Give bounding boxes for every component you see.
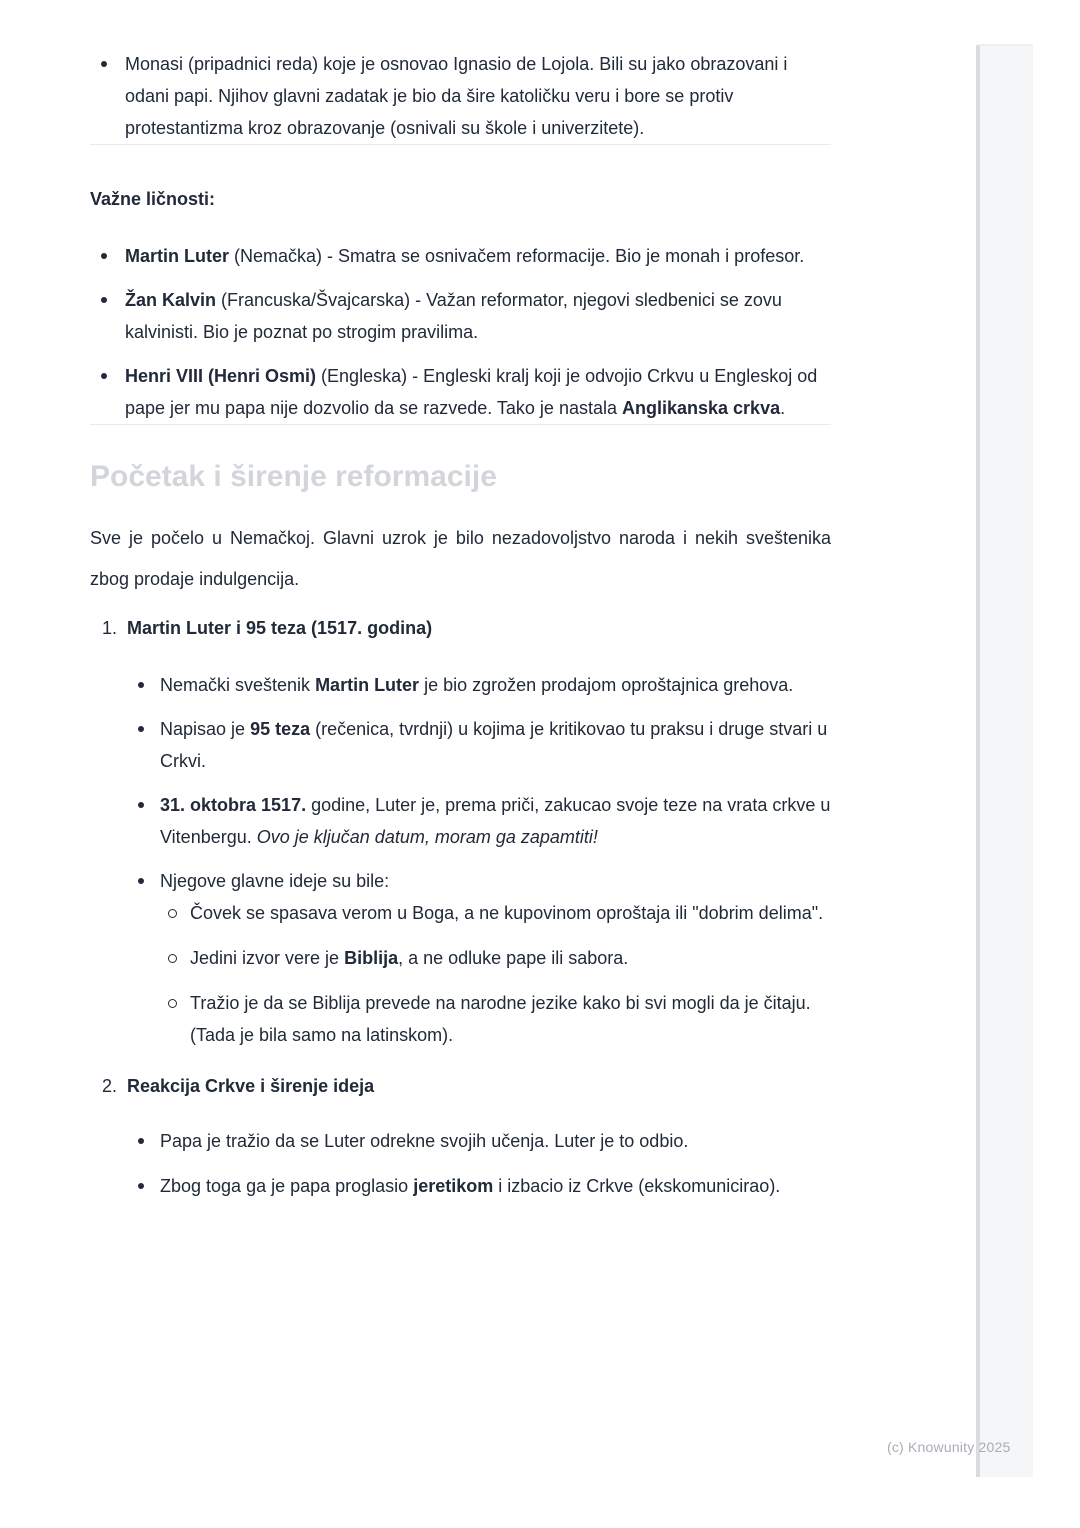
person-name: Martin Luter [125,246,230,266]
list-item [127,865,831,1051]
intro-paragraph: Sve je počelo u Nemačkoj. Glavni uzrok je bilo nezadovoljstvo naroda i nekih sveštenika zbog prodaje indulgencija. [90,528,831,589]
body-text: Monasi (pripadnici reda) koje je osnovao Ignasio de Lojola. Bili su jako obrazovani i odani papi. Njihov glavni zadatak je bio da šire katoličku veru i bore se protiv protestantizma kroz obrazovanje (osnivali su škole i univerzitete). [125,54,788,138]
bold-term: Martin Luter [315,675,420,695]
bold-term: 95 teza [250,719,311,739]
bullet-list [90,48,831,144]
numbered-item [90,1070,831,1202]
bold-term: Anglikanska crkva [622,398,781,418]
list-item [127,1170,831,1202]
important-people-list [90,240,831,424]
body-text: je bio zgrožen prodajom oproštajnica grehova. [419,675,794,695]
list-item [90,48,831,144]
body-text: Čovek se spasava verom u Boga, a ne kupovinom oproštaja ili "dobrim delima". [190,903,824,923]
item-number: 1. [102,618,118,638]
body-text: Napisao je [160,719,251,739]
list-item [160,897,831,929]
italic-note: Ovo je ključan datum, moram ga zapamtiti! [256,827,598,847]
body-text: Tražio je da se Biblija prevede na narodne jezike kako bi svi mogli da je čitaju. (Tada je bila samo na latinskom). [190,993,811,1045]
list-item [90,240,831,272]
body-text: godine, Luter je, prema priči, zakucao svoje teze na vrata crkve u Vitenbergu. [160,795,831,847]
list-item [127,1125,831,1157]
list-item [127,713,831,777]
body-text: Jedini izvor vere je [190,948,345,968]
person-desc: (Francuska/Švajcarska) - Važan reformator, njegovi sledbenici se zovu kalvinisti. Bio je poznat po strogim pravilima. [125,290,782,342]
body-text: . [780,398,786,418]
body-text: Nemački sveštenik [160,675,316,695]
next-page-edge[interactable] [976,44,1033,1477]
watermark: (c) Knowunity 2025 [887,1439,1011,1455]
item-title: Martin Luter i 95 teza (1517. godina) [127,618,433,638]
list-item [90,360,831,424]
list-item [127,789,831,853]
list-item [127,669,831,701]
list-item [160,987,831,1051]
body-text: , a ne odluke pape ili sabora. [398,948,629,968]
bold-term: jeretikom [413,1176,494,1196]
nested-bullet-list [160,897,831,1051]
body-text: i izbacio iz Crkve (ekskomunicirao). [493,1176,781,1196]
list-item [90,284,831,348]
person-name: Henri VIII (Henri Osmi) [125,366,317,386]
body-text: Njegove glavne ideje su bile: [160,871,390,891]
numbered-item [90,612,831,1051]
person-desc: (Engleska) - Engleski kralj koji je odvojio Crkvu u Engleskoj od pape jer mu papa nije dozvolio da se razvede. Tako je nastala [125,366,818,418]
divider [90,144,831,145]
section-heading: Početak i širenje reformacije [90,460,497,493]
item-title: Reakcija Crkve i širenje ideja [127,1076,375,1096]
sub-bullet-list [127,669,831,1051]
page-content [90,0,831,1202]
subsection-heading: Važne ličnosti: [90,189,216,209]
divider [90,424,831,425]
sub-bullet-list [127,1125,831,1202]
list-item [160,942,831,974]
numbered-list [90,612,831,1202]
body-text: Zbog toga ga je papa proglasio [160,1176,414,1196]
bold-term: Biblija [344,948,399,968]
body-text: Papa je tražio da se Luter odrekne svojih učenja. Luter je to odbio. [160,1131,689,1151]
bold-term: 31. oktobra 1517. [160,795,307,815]
item-number: 2. [102,1076,118,1096]
body-text: (rečenica, tvrdnji) u kojima je kritikovao tu praksu i druge stvari u Crkvi. [160,719,828,771]
person-desc: (Nemačka) - Smatra se osnivačem reformacije. Bio je monah i profesor. [229,246,805,266]
person-name: Žan Kalvin [125,290,217,310]
